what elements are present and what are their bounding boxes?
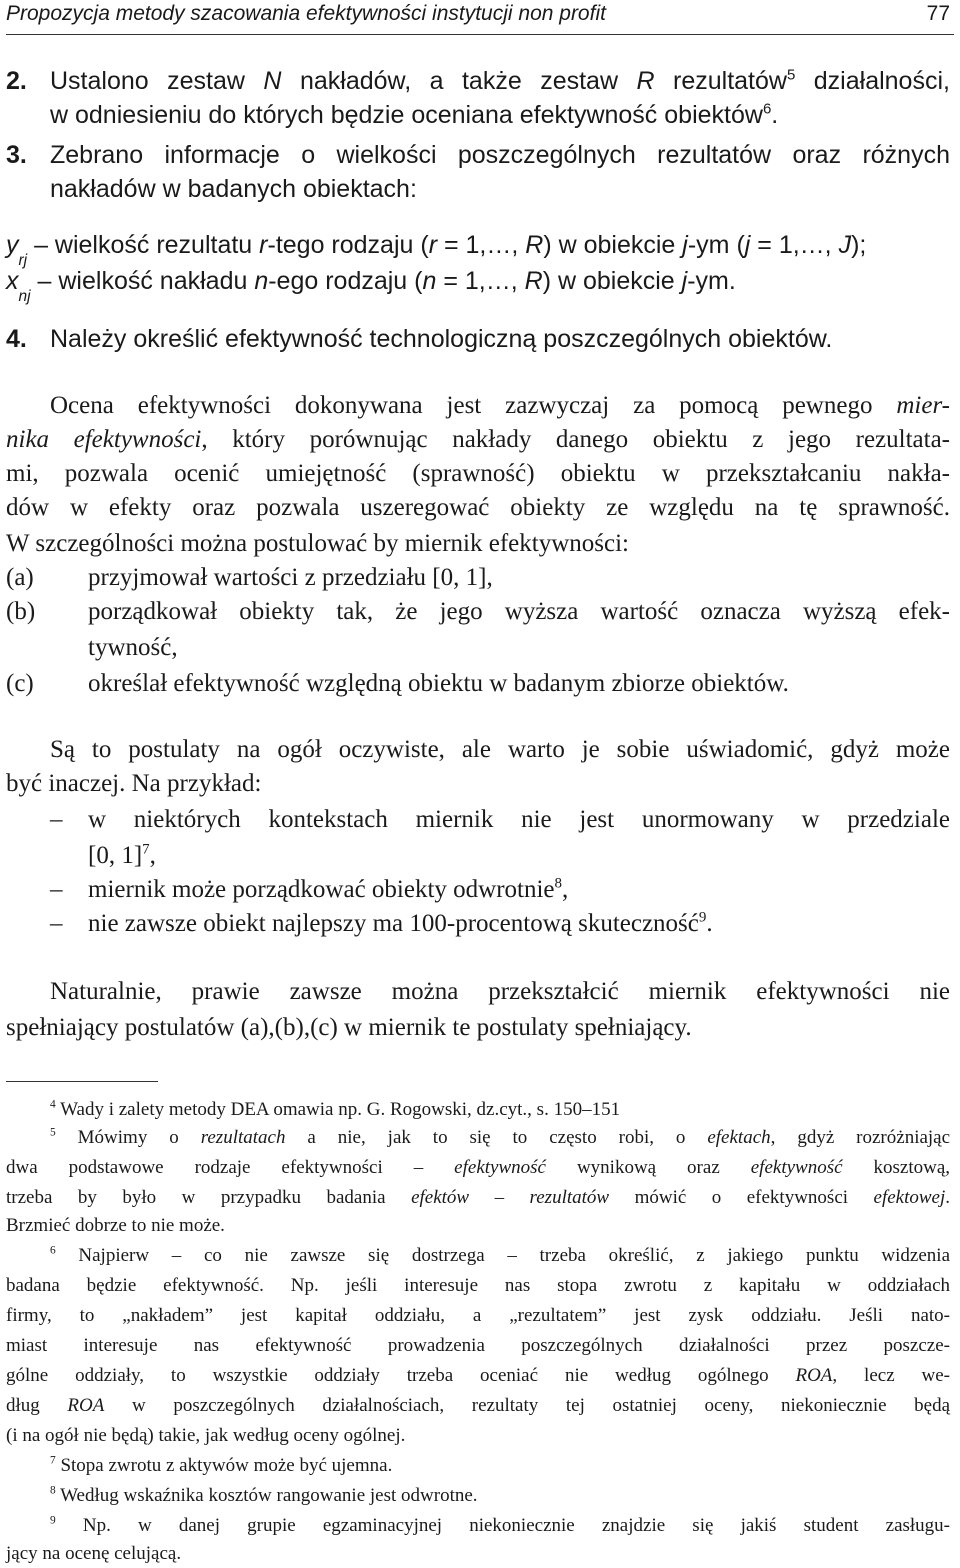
dash-item-3: nie zawsze obiekt najlepszy ma 100-procentową skuteczność$^9$.	[88, 909, 713, 937]
footnote-line: (i na ogół nie będą) takie, jak według oceny ogólnej.	[6, 1425, 406, 1446]
body-line: Ocena efektywności dokonywana jest zazwyczaj za pomocą pewnego mier-	[50, 392, 951, 419]
running-header	[6, 0, 954, 35]
list-item-4: Należy określić efektywność technologiczną poszczególnych obiektów.	[50, 325, 833, 353]
definition-x: $x_{nj}$ – wielkość nakładu n-ego rodzaju (n = 1,…, R) w obiekcie j-ym.	[6, 267, 736, 305]
body-line: dów w efekty oraz pozwala uszeregować obiekty ze względu na tę sprawność.	[6, 494, 950, 521]
postulate-a: przyjmował wartości z przedziału [0, 1],	[88, 564, 493, 591]
postulate-label: (b)	[6, 598, 36, 625]
list-item-3-line1: Zebrano informacje o wielkości poszczególnych rezultatów oraz różnych	[50, 141, 950, 169]
list-item-number: 2.	[6, 67, 27, 95]
list-item-number: 3.	[6, 141, 27, 169]
footnote-line: trzeba by było w przypadku badania efektów – rezultatów mówić o efektywności efektowej.	[6, 1187, 951, 1208]
footnote-8: $^8$ Według wskaźnika kosztów rangowanie jest odwrotne.	[50, 1484, 478, 1506]
body-line: Są to postulaty na ogół oczywiste, ale warto je sobie uświadomić, gdyż może	[50, 736, 950, 763]
header-title: Propozycja metody szacowania efektywności instytucji non profit	[6, 2, 606, 25]
footnote-line: dług ROA w poszczególnych działalnościach, rezultaty tej ostatniej oceny, niekoniecznie będą	[6, 1395, 951, 1416]
footnote-line: firmy, to „nakładem” jest kapitał oddziału, a „rezultatem” jest zysk oddziału. Jeśli nato-	[6, 1305, 950, 1326]
footnote-4: $^4$ Wady i zalety metody DEA omawia np. G. Rogowski, dz.cyt., s. 150–151	[50, 1098, 621, 1120]
postulate-label: (c)	[6, 670, 34, 697]
dash-bullet: –	[50, 806, 63, 833]
footnote-5: $^5$ Mówimy o rezultatach a nie, jak to się to często robi, o efektach, gdyż rozróżniając	[50, 1126, 951, 1148]
body-line: być inaczej. Na przykład:	[6, 770, 262, 797]
footnote-6: $^6$ Najpierw – co nie zawsze się dostrzega – trzeba określić, z jakiego punktu widzenia	[50, 1244, 951, 1266]
dash-item-2: miernik może porządkować obiekty odwrotnie$^8$,	[88, 875, 569, 903]
dash-bullet: –	[50, 910, 63, 937]
footnote-line: gólne oddziały, to wszystkie oddziały trzeba oceniać nie według ogólnego ROA, lecz we-	[6, 1365, 950, 1386]
body-line: Naturalnie, prawie zawsze można przekształcić miernik efektywności nie	[50, 978, 950, 1005]
list-item-number: 4.	[6, 325, 27, 353]
body-line: spełniający postulatów (a),(b),(c) w miernik te postulaty spełniający.	[6, 1014, 692, 1041]
postulate-label: (a)	[6, 564, 34, 591]
body-line: mi, pozwala ocenić umiejętność (sprawność) obiektu w przekształcaniu nakła-	[6, 460, 950, 487]
postulate-b-cont: tywność,	[88, 634, 178, 661]
footnote-9: $^9$ Np. w danej grupie egzaminacyjnej niekoniecznie znajdzie się jakiś student zasługu-	[50, 1514, 951, 1536]
list-item-2-line1: Ustalono zestaw N nakładów, a także zestaw R rezultatów$^5$ działalności,	[50, 66, 950, 95]
footnote-line: badana będzie efektywność. Np. jeśli interesuje nas stopa zwrotu z kapitału w oddziałach	[6, 1275, 950, 1296]
footnote-line: miast interesuje nas efektywność prowadzenia poszczególnych działalności przez poszcze-	[6, 1335, 950, 1356]
body-line: W szczególności można postulować by miernik efektywności:	[6, 530, 629, 557]
dash-item-1: w niektórych kontekstach miernik nie jest unormowany w przedziale	[88, 806, 950, 833]
postulate-b: porządkował obiekty tak, że jego wyższa wartość oznacza wyższą efek-	[88, 598, 950, 625]
body-line: nika efektywności, który porównując nakłady danego obiektu z jego rezultata-	[6, 426, 951, 453]
footnote-line: dwa podstawowe rodzaje efektywności – efektywność wynikową oraz efektywność kosztową,	[6, 1157, 951, 1178]
page-number: 77	[926, 2, 950, 25]
definition-y: $y_{rj}$ – wielkość rezultatu r-tego rodzaju (r = 1,…, R) w obiekcie j-ym (j = 1,…, J);	[6, 231, 867, 269]
postulate-c: określał efektywność względną obiektu w badanym zbiorze obiektów.	[88, 670, 789, 697]
dash-item-1-cont: [0, 1]$^7$,	[88, 841, 156, 869]
footnote-line: jący na ocenę celującą.	[6, 1543, 182, 1564]
footnote-separator	[6, 1081, 158, 1082]
list-item-2-line2: w odniesieniu do których będzie oceniana efektywność obiektów$^6$.	[50, 100, 779, 129]
footnote-7: $^7$ Stopa zwrotu z aktywów może być ujemna.	[50, 1454, 393, 1476]
dash-bullet: –	[50, 876, 63, 903]
list-item-3-line2: nakładów w badanych obiektach:	[50, 175, 417, 203]
footnote-line: Brzmieć dobrze to nie może.	[6, 1215, 225, 1236]
